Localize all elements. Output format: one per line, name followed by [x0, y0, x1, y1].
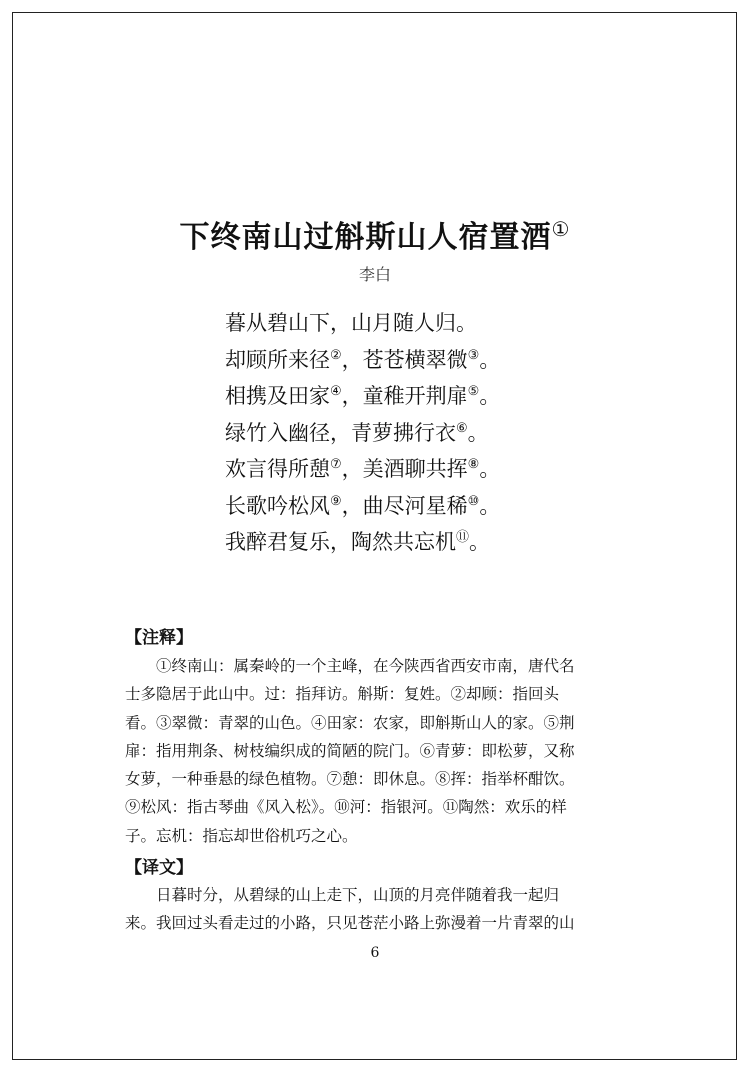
footnote-marker: ⑧: [467, 457, 480, 472]
translation-heading: 【译文】: [125, 858, 193, 878]
poem-line: 相携及田家④，童稚开荆扉⑤。: [225, 384, 501, 408]
notes-line: ①终南山：属秦岭的一个主峰，在今陕西省西安市南，唐代名: [125, 657, 575, 675]
translation-text: [125, 881, 637, 938]
title-footnote-marker: ①: [551, 217, 571, 241]
poem-title-text: 下终南山过斛斯山人宿置酒: [179, 220, 552, 255]
notes-line: 士多隐居于此山中。过：指拜访。斛斯：复姓。②却顾：指回头: [125, 685, 560, 704]
page-number: 6: [370, 945, 380, 961]
translation-line: 来。我回过头看走过的小路，只见苍茫小路上弥漫着一片青翠的山: [125, 914, 575, 933]
footnote-marker: ⑤: [467, 384, 480, 399]
footnote-marker: ②: [330, 347, 342, 363]
poem-line: 暮从碧山下，山月随人归。: [225, 311, 477, 335]
poem-title: [0, 212, 750, 256]
notes-text: [125, 652, 637, 850]
footnote-marker: ⑦: [330, 457, 342, 472]
footnote-marker: ⑨: [330, 493, 342, 509]
poem-line: 却顾所来径②，苍苍横翠微③。: [225, 347, 501, 372]
poem-author: 李白: [358, 265, 391, 284]
poem-line: 我醉君复乐，陶然共忘机⑪。: [225, 530, 491, 554]
footnote-marker: ③: [467, 347, 480, 363]
notes-line: 子。忘机：指忘却世俗机巧之心。: [125, 826, 358, 845]
translation-line: 日暮时分，从碧绿的山上走下，山顶的月亮伴随着我一起归: [125, 886, 560, 904]
footnote-marker: ④: [330, 384, 342, 399]
footnote-marker: ⑥: [456, 420, 468, 436]
footnote-marker: ⑩: [467, 493, 480, 509]
poem-line: 欢言得所憩⑦，美酒聊共挥⑧。: [225, 457, 501, 481]
notes-line: 扉：指用荆条、树枝编织成的简陋的院门。⑥青萝：即松萝，又称: [125, 741, 575, 760]
poem-line: 长歌吟松风⑨，曲尽河星稀⑩。: [225, 493, 501, 518]
poem-line: 绿竹入幽径，青萝拂行衣⑥。: [225, 420, 489, 445]
poem-body: [225, 305, 545, 561]
notes-line: 看。③翠微：青翠的山色。④田家：农家，即斛斯山人的家。⑤荆: [125, 713, 575, 732]
footnote-marker: ⑪: [456, 530, 470, 545]
notes-line: 女萝，一种垂悬的绿色植物。⑦憩：即休息。⑧挥：指举杯酣饮。: [125, 770, 575, 789]
notes-heading: 【注释】: [125, 628, 193, 648]
notes-line: ⑨松风：指古琴曲《风入松》。⑩河：指银河。⑪陶然：欢乐的样: [125, 798, 567, 817]
